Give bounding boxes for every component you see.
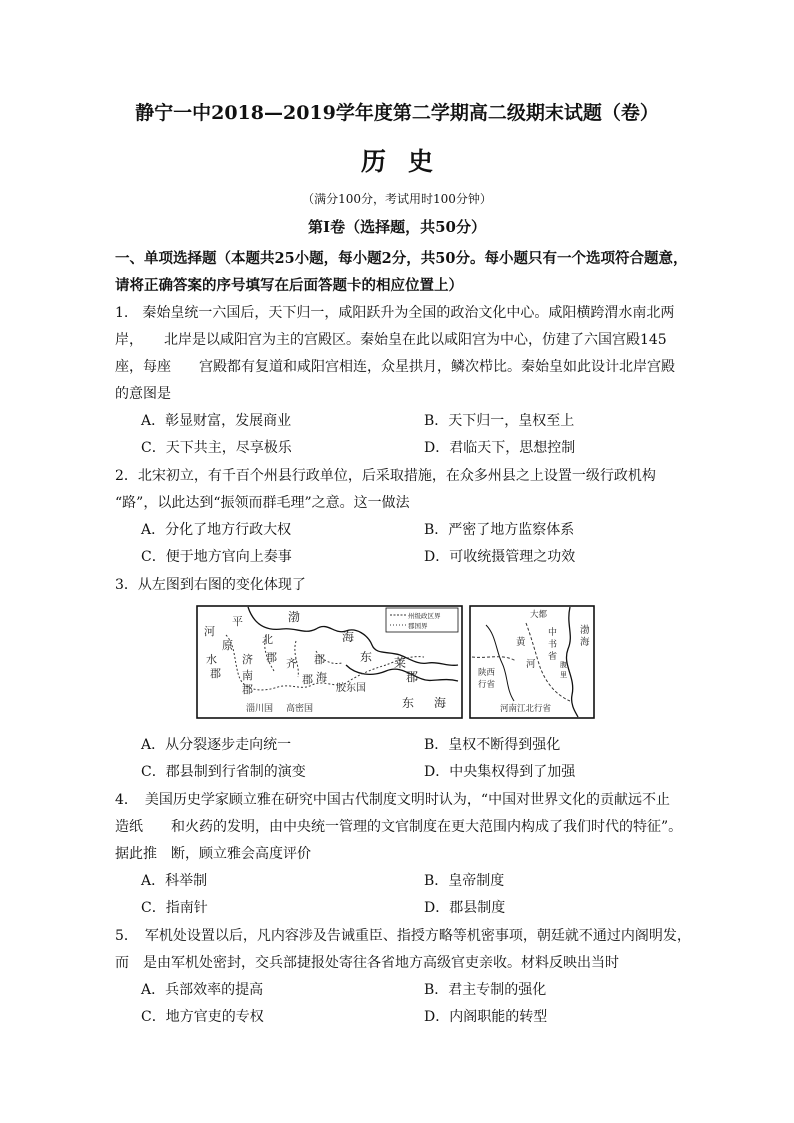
- question-5-option-d: D．内阁职能的转型: [424, 1009, 548, 1025]
- map-label: 郡: [314, 653, 325, 666]
- map-label: 郡: [242, 683, 253, 696]
- map-label: 海: [342, 630, 355, 644]
- question-2-line2: “路”，以此达到“振领而群毛理”之意。这一做法: [115, 495, 410, 511]
- map-label: 郡: [302, 673, 313, 686]
- map-label: 济: [242, 653, 253, 666]
- map-label: 大都: [530, 610, 548, 620]
- section-instruction-line1: 一、单项选择题（本题共25小题，每小题2分，共50分。每小题只有一个选项符合题意，: [115, 250, 688, 267]
- map-label: 南: [242, 669, 253, 682]
- map-label: 黄: [516, 637, 526, 648]
- question-1-line2: 岸， 北岸是以咸阳宫为主的宫殿区。秦始皇在此以咸阳宫为中心，仿建了六国宫殿145: [115, 332, 667, 348]
- question-2-option-d: D．可收统摄管理之功效: [424, 549, 576, 565]
- map-label: 胶东国: [336, 683, 366, 694]
- question-1-line1: 1. 秦始皇统一六国后，天下归一，咸阳跃升为全国的政治文化中心。咸阳横跨渭水南北两: [115, 305, 675, 321]
- question-3-line1: 3．从左图到右图的变化体现了: [115, 577, 306, 593]
- question-1-option-c: C．天下共主，尽享极乐: [141, 440, 292, 456]
- map-label: 海: [316, 671, 327, 684]
- map-label: 渤: [580, 625, 590, 636]
- exam-note: （满分100分，考试用时100分钟）: [302, 192, 492, 206]
- question-5-option-b: B．君主专制的强化: [424, 982, 547, 998]
- map-label: 北: [262, 633, 273, 646]
- history-map-figure: [196, 605, 596, 719]
- map-label: 行省: [478, 680, 496, 690]
- question-4-line3: 据此推 断，顾立雅会高度评价: [115, 846, 311, 862]
- map-label: 齐: [286, 657, 297, 670]
- map-label: 海: [434, 696, 447, 710]
- question-2-line1: 2．北宋初立，有千百个州县行政单位，后采取措施，在众多州县之上设置一级行政机构: [115, 468, 656, 484]
- question-1-option-a: A．彰显财富，发展商业: [141, 413, 292, 429]
- map-label: 高密国: [286, 704, 314, 714]
- question-3-option-d: D．中央集权得到了加强: [424, 764, 576, 780]
- map-legend-1: 州级政区界: [408, 612, 441, 620]
- map-label: 东: [360, 650, 373, 664]
- subject-heading: 历史: [360, 147, 455, 176]
- question-3-option-c: C．郡县制到行省制的演变: [141, 764, 306, 780]
- question-5-option-a: A．兵部效率的提高: [141, 982, 264, 998]
- question-1-option-b: B．天下归一，皇权至上: [424, 413, 575, 429]
- map-label: 河: [526, 659, 536, 670]
- question-5-option-c: C．地方官吏的专权: [141, 1009, 264, 1025]
- question-4-line2: 造纸 和火药的发明，由中央统一管理的文官制度在更大范围内构成了我们时代的特征”。: [115, 819, 683, 835]
- map-label: 陕西: [478, 668, 496, 678]
- question-5-line2: 而 是由军机处密封，交兵部捷报处寄往各省地方高级官吏亲收。材料反映出当时: [115, 955, 619, 971]
- map-label: 郡: [266, 651, 277, 664]
- map-label: 腹: [560, 661, 567, 669]
- map-label: 省: [548, 652, 558, 662]
- question-4-option-a: A．科举制: [141, 873, 208, 889]
- question-2-option-a: A．分化了地方行政大权: [141, 522, 292, 538]
- map-label: 中: [548, 628, 558, 638]
- map-label: 莱: [394, 656, 407, 670]
- section-instruction-line2: 请将正确答案的序号填写在后面答题卡的相应位置上）: [115, 277, 463, 294]
- question-3-option-b: B．皇权不断得到强化: [424, 737, 561, 753]
- question-3-option-a: A．从分裂逐步走向统一: [141, 737, 292, 753]
- question-4-option-d: D．郡县制度: [424, 900, 506, 916]
- map-label: 河南江北行省: [500, 704, 552, 714]
- map-label: 书: [548, 640, 558, 650]
- map-label: 海: [580, 637, 590, 648]
- exam-title: 静宁一中2018—2019学年度第二学期高二级期末试题（卷）: [135, 102, 659, 124]
- question-5-line1: 5． 军机处设置以后，凡内容涉及告诫重臣、指授方略等机密事项，朝廷就不通过内阁明发，: [115, 928, 691, 944]
- question-1-option-d: D．君临天下，思想控制: [424, 440, 576, 456]
- map-label: 郡: [406, 670, 419, 684]
- map-label: 东: [402, 696, 415, 710]
- map-label: 水: [206, 653, 217, 666]
- question-4-option-b: B．皇帝制度: [424, 873, 505, 889]
- map-label: 里: [560, 671, 567, 679]
- map-label: 河: [204, 625, 215, 638]
- map-label: 平: [232, 615, 243, 628]
- question-4-line1: 4． 美国历史学家顾立雅在研究中国古代制度文明时认为，“中国对世界文化的贡献远不止: [115, 792, 671, 808]
- map-legend-2: 郡国界: [408, 622, 428, 630]
- question-2-option-c: C．便于地方官向上奏事: [141, 549, 292, 565]
- question-1-line3: 座，每座 宫殿都有复道和咸阳宫相连，众星拱月，鳞次栉比。秦始皇如此设计北岸宫殿: [115, 359, 675, 375]
- part-heading: 第Ⅰ卷（选择题，共50分）: [308, 218, 486, 236]
- question-2-option-b: B．严密了地方监察体系: [424, 522, 575, 538]
- map-label: 淄川国: [246, 704, 274, 714]
- map-label: 原: [222, 639, 233, 652]
- map-label: 郡: [210, 667, 221, 680]
- question-1-line4: 的意图是: [115, 386, 171, 402]
- question-4-option-c: C．指南针: [141, 900, 208, 916]
- map-label: 渤: [288, 610, 301, 624]
